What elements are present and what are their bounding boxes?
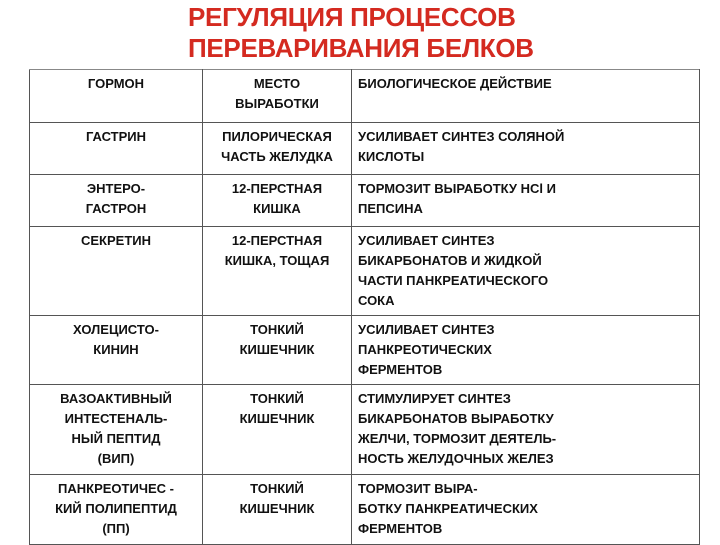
table-row: [30, 123, 700, 175]
place-cell: ТОНКИЙ КИШЕЧНИК: [203, 475, 352, 545]
action-cell: ТОРМОЗИТ ВЫРАБОТКУ HCl И ПЕПСИНА: [352, 175, 700, 227]
action-cell: УСИЛИВАЕТ СИНТЕЗ СОЛЯНОЙ КИСЛОТЫ: [352, 123, 700, 175]
title-line-2: ПЕРЕВАРИВАНИЯ БЕЛКОВ: [188, 33, 534, 63]
hormone-regulation-table: [29, 69, 700, 545]
place-cell: 12-ПЕРСТНАЯ КИШКА: [203, 175, 352, 227]
hormone-cell: ХОЛЕЦИСТО- КИНИН: [30, 316, 203, 385]
table-row: [30, 227, 700, 316]
action-cell: УСИЛИВАЕТ СИНТЕЗ БИКАРБОНАТОВ И ЖИДКОЙ ЧАСТИ ПАНКРЕАТИЧЕСКОГО СОКА: [352, 227, 700, 316]
action-cell: ТОРМОЗИТ ВЫРА- БОТКУ ПАНКРЕАТИЧЕСКИХ ФЕРМЕНТОВ: [352, 475, 700, 545]
table-header-row: [30, 70, 700, 123]
title-line-1: РЕГУЛЯЦИЯ ПРОЦЕССОВ: [188, 2, 516, 32]
hormone-cell: СЕКРЕТИН: [30, 227, 203, 316]
action-cell: СТИМУЛИРУЕТ СИНТЕЗ БИКАРБОНАТОВ ВЫРАБОТКУ ЖЕЛЧИ, ТОРМОЗИТ ДЕЯТЕЛЬ- НОСТЬ ЖЕЛУДОЧНЫХ ЖЕЛЕЗ: [352, 385, 700, 475]
header-action: БИОЛОГИЧЕСКОЕ ДЕЙСТВИЕ: [352, 70, 700, 123]
table-row: [30, 385, 700, 475]
header-place: МЕСТО ВЫРАБОТКИ: [203, 70, 352, 123]
table-row: [30, 316, 700, 385]
table-row: [30, 475, 700, 545]
table-row: [30, 175, 700, 227]
hormone-cell: ПАНКРЕОТИЧЕС - КИЙ ПОЛИПЕПТИД (ПП): [30, 475, 203, 545]
hormone-cell: ЭНТЕРО- ГАСТРОН: [30, 175, 203, 227]
hormone-cell: ГАСТРИН: [30, 123, 203, 175]
place-cell: ТОНКИЙ КИШЕЧНИК: [203, 385, 352, 475]
header-hormone: ГОРМОН: [30, 70, 203, 123]
place-cell: 12-ПЕРСТНАЯ КИШКА, ТОЩАЯ: [203, 227, 352, 316]
place-cell: ПИЛОРИЧЕСКАЯ ЧАСТЬ ЖЕЛУДКА: [203, 123, 352, 175]
hormone-cell: ВАЗОАКТИВНЫЙ ИНТЕСТЕНАЛЬ- НЫЙ ПЕПТИД (ВИП): [30, 385, 203, 475]
action-cell: УСИЛИВАЕТ СИНТЕЗ ПАНКРЕОТИЧЕСКИХ ФЕРМЕНТОВ: [352, 316, 700, 385]
place-cell: ТОНКИЙ КИШЕЧНИК: [203, 316, 352, 385]
page-title: [188, 2, 708, 64]
